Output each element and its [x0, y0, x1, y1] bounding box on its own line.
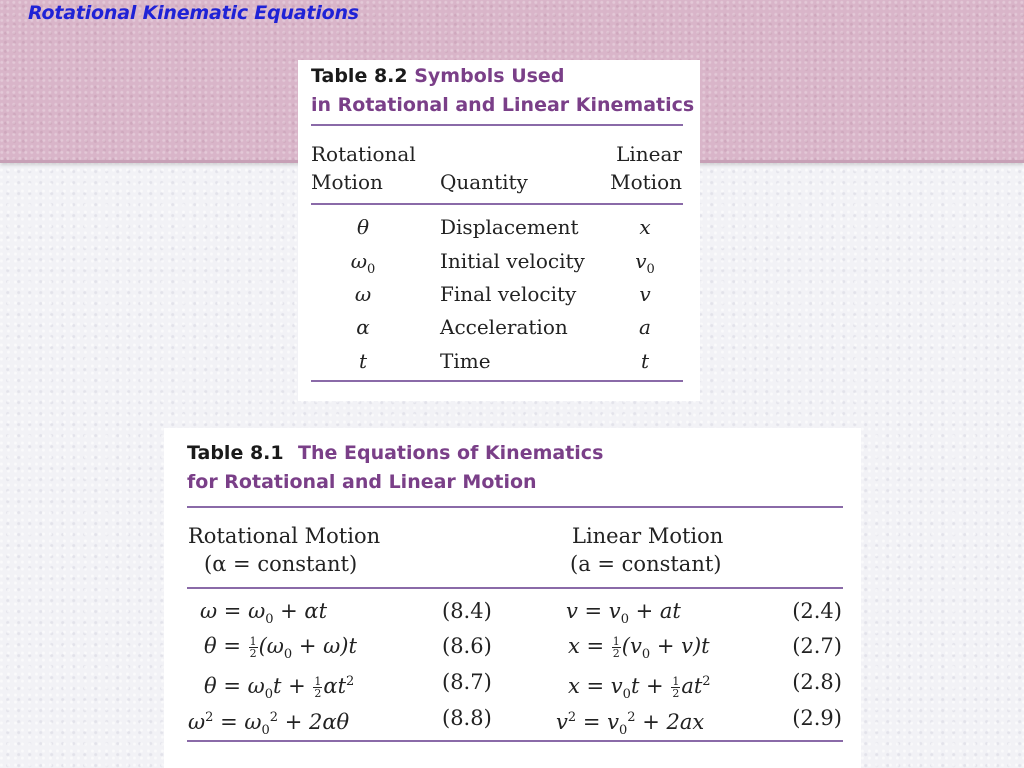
table-8-1-number: Table 8.1: [187, 442, 284, 464]
table-8-2-title-line2: in Rotational and Linear Kinematics: [311, 94, 695, 116]
table-row-symbol: ω: [354, 282, 372, 306]
table-row-quantity: Final velocity: [440, 282, 577, 306]
equation-number: (8.8): [442, 706, 492, 730]
header-rotational-motion: Rotational Motion: [311, 142, 416, 194]
equation-number: (2.9): [792, 706, 842, 730]
equation-number: (8.4): [442, 599, 492, 623]
equation-8-8: $\omega^2 = \omega_0^2 + 2\alpha\theta$: [188, 710, 350, 739]
table-8-2-bottom-rule: [311, 380, 683, 382]
table-8-1-header-rule: [187, 587, 843, 589]
table-8-2-caption: [311, 62, 694, 120]
table-8-2: [298, 60, 700, 401]
header-rotational-motion: Rotational Motion (α = constant): [188, 524, 381, 576]
equation-2-9: $v^2 = v_0^2 + 2ax$: [556, 710, 705, 739]
table-8-2-title-line1: Symbols Used: [414, 65, 565, 87]
table-8-1-caption: [187, 439, 603, 497]
slide-title: Rotational Kinematic Equations: [28, 2, 359, 24]
equation-8-7: $\theta = \omega_0t$ + $\frac{1}{2}$ $\alpha t^2$: [204, 674, 355, 703]
equation-number: (2.7): [792, 634, 842, 658]
table-row-linear-symbol: a: [639, 315, 651, 339]
header-quantity: Quantity: [440, 170, 528, 194]
table-row-quantity: Time: [440, 349, 491, 373]
table-row-linear-symbol: v: [639, 282, 651, 306]
equation-8-4: $\omega = \omega_0 + \alpha t$: [200, 599, 328, 628]
table-8-1-title-line1: The Equations of Kinematics: [298, 442, 604, 464]
table-8-1-bottom-rule: [187, 740, 843, 742]
table-row-quantity: Displacement: [440, 215, 579, 239]
equation-2-7: x = $\frac{1}{2}$ $(v_0 + v)t$: [568, 634, 710, 663]
table-row-symbol: t: [358, 349, 368, 373]
table-8-1-top-rule: [187, 506, 843, 508]
table-8-1-title-line2: for Rotational and Linear Motion: [187, 471, 537, 493]
table-row-linear-symbol: x: [639, 215, 651, 239]
equation-8-6: θ = $\frac{1}{2}$ $(\omega_0 + \omega)t$: [204, 634, 357, 663]
equation-2-4: $v = v_0$ + at: [566, 599, 681, 628]
table-row-symbol: θ: [356, 215, 370, 239]
table-row-linear-symbol: $v_0$: [635, 249, 655, 277]
header-linear-motion: Linear Motion (a = constant): [570, 524, 724, 576]
equation-number: (2.8): [792, 670, 842, 694]
table-row-linear-symbol: t: [640, 349, 650, 373]
equation-number: (8.7): [442, 670, 492, 694]
equation-number: (2.4): [792, 599, 842, 623]
table-row-quantity: Initial velocity: [440, 249, 585, 273]
table-8-2-header-rule: [311, 203, 683, 205]
table-8-2-number: Table 8.2: [311, 65, 408, 87]
table-row-symbol: α: [356, 315, 370, 339]
table-8-2-top-rule: [311, 124, 683, 126]
table-row-symbol: $\omega_0$: [350, 249, 376, 277]
equation-2-8: $x = v_0t$ + $\frac{1}{2}$ $at^2$: [568, 674, 711, 703]
equation-number: (8.6): [442, 634, 492, 658]
table-row-quantity: Acceleration: [440, 315, 568, 339]
table-8-1: [164, 428, 861, 768]
header-linear-motion: Linear Motion: [610, 142, 682, 194]
